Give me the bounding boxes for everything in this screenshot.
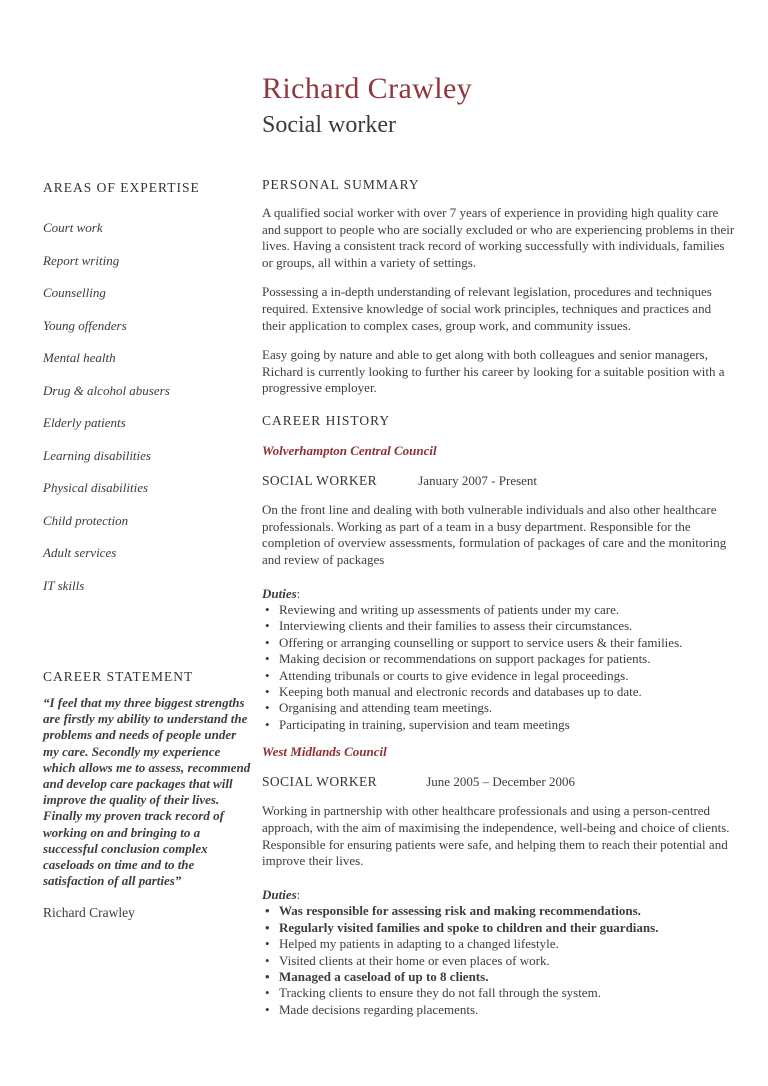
signature: Richard Crawley [43,905,135,921]
career-statement-section [43,668,251,921]
expertise-item: Young offenders [43,317,127,333]
personal-summary-heading: PERSONAL SUMMARY [262,177,420,192]
personal-summary-section [262,176,736,397]
person-job-title: Social worker [262,112,396,138]
expertise-item: Adult services [43,545,117,560]
expertise-list [43,220,248,594]
duties-label [262,586,736,603]
duty-item: • Made decisions regarding placements. [262,1002,736,1018]
duties-label-text: Duties [262,585,297,601]
employer-name: West Midlands Council [262,744,387,760]
expertise-item: Court work [43,220,103,235]
duty-item: • Attending tribunals or courts to give evidence in legal proceedings. [262,668,736,684]
summary-paragraph: Easy going by nature and able to get along with both colleagues and senior managers, Richard is currently looking to further his career by looking for a suitable position with a progressive employer. [262,347,725,396]
expertise-item: Mental health [43,350,116,365]
job-entry [262,443,736,733]
duty-item: • Managed a caseload of up to 8 clients. [262,969,736,985]
expertise-item: Elderly patients [43,415,126,430]
duty-item: • Interviewing clients and their families to assess their circumstances. [262,618,736,634]
job-description: On the front line and dealing with both vulnerable individuals and also other healthcare professionals. Working as part of a team in a busy department. Responsible for the completion of overview assessments, formulation of packages of care and the monitoring and review of packages [262,502,727,567]
expertise-item: Physical disabilities [43,480,149,495]
employer-name: Wolverhampton Central Council [262,442,437,458]
duty-item: • Offering or arranging counselling or support to service users & their families. [262,635,736,651]
job-role: SOCIAL WORKER [262,472,378,488]
duty-item: • Organising and attending team meetings. [262,700,736,716]
duty-item: • Participating in training, supervision and team meetings [262,717,736,733]
duty-item: • Reviewing and writing up assessments of patients under my care. [262,602,736,618]
duties-list [262,602,736,733]
expertise-item: Counselling [43,285,106,300]
duties-label-colon: : [296,585,301,601]
job-role: SOCIAL WORKER [262,773,378,789]
expertise-item: Child protection [43,512,129,528]
career-history-section [262,412,736,1018]
duties-label-text: Duties [262,886,297,902]
main-content [262,176,736,1029]
job-entry [262,744,736,1018]
page-header [262,72,472,138]
duties-list [262,903,736,1018]
duty-item: • Visited clients at their home or even places of work. [262,953,736,969]
summary-paragraph: A qualified social worker with over 7 years of experience in providing high quality care and support to people who are socially excluded or who are experiencing problems in their lives. Having a consistent track record of working successfully with individuals, families or groups, all within a variety of settings. [262,205,735,270]
career-statement-quote: “I feel that my three biggest strengths are firstly my ability to understand the problems and needs of people under my care. Secondly my experience which allows me to assess, recommend and develop care packages that will improve the quality of their lives. Finally my proven track record of working on and bringing to a successful conclusion complex caseloads on time and to the satisfaction of all parties” [43,695,251,889]
expertise-item: Drug & alcohol abusers [43,382,170,398]
job-role-line [262,774,736,791]
career-history-heading: CAREER HISTORY [262,412,391,428]
career-statement-heading: CAREER STATEMENT [43,669,194,684]
job-role-line [262,473,736,490]
duty-item: • Was responsible for assessing risk and making recommendations. [262,903,736,919]
expertise-item: IT skills [43,577,85,593]
duty-item: • Tracking clients to ensure they do not fall through the system. [262,985,736,1001]
expertise-section [43,179,248,610]
duties-label-colon: : [296,886,301,902]
expertise-heading: AREAS OF EXPERTISE [43,180,200,195]
job-dates: January 2007 - Present [418,472,538,488]
duty-item: • Keeping both manual and electronic records and databases up to date. [262,684,736,700]
job-description: Working in partnership with other healthcare professionals and using a person-centred approach, with the aim of maximising the independence, well-being and choice of clients. Responsible for ensuring patients were safe, and helping them to reach their potential and improve their lives. [262,803,730,869]
expertise-item: Report writing [43,252,120,268]
duty-item: • Regularly visited families and spoke to children and their guardians. [262,920,736,936]
duty-item: • Helped my patients in adapting to a changed lifestyle. [262,936,736,952]
summary-paragraph: Possessing a in-depth understanding of relevant legislation, procedures and techniques required. Extensive knowledge of social work principles, techniques and practices and their application to complex cases, group work, and community issues. [262,284,712,333]
job-dates: June 2005 – December 2006 [426,773,575,789]
expertise-item: Learning disabilities [43,447,151,463]
duties-label [262,887,736,904]
person-name: Richard Crawley [262,72,473,105]
duty-item: • Making decision or recommendations on support packages for patients. [262,651,736,667]
